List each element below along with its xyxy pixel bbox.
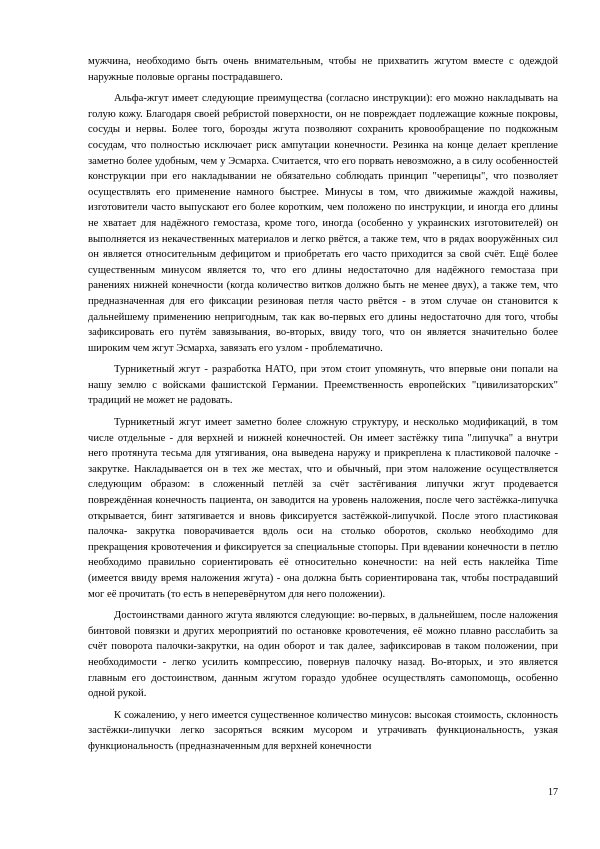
paragraph-disadvantages: К сожалению, у него имеется существенное количество минусов: высокая стоимость, склонность застёжки-липучки легко засоряться всяким мусором и утрачивать функциональность, узкая функциональность (предназначенным для верхней конечности (88, 709, 558, 752)
paragraph-turnstile-structure: Турникетный жгут имеет заметно более сложную структуру, и несколько модификаций, в том числе отдельные - для верхней и нижней конечностей. Он имеет застёжку типа "липучка" а внутри него протянута тесьма для утягивания, она выведена наружу и прикреплена к пластиковой палочке - закрутке. Накладывается он в тех же местах, что и обычный, при этом наложение осуществляется следующим образом: в сложенный петлёй за счёт застёгивания липучки жгут продевается повреждённая конечность пациента, он заводится на уровень наложения, после чего застёжка-липучка открывается, бинт затягивается и вновь фиксируется застёжкой-липучкой. После этого пластиковая палочка- закрутка поворачивается вдоль оси на столько оборотов, сколько необходимо для прекращения кровотечения и фиксируется за специальные стопоры. При вдевании конечности в петлю необходимо правильно сориентировать её относительно конечности: на ней есть наклейка Time (имеется ввиду время наложения жгута) - она должна быть сориентирована так, чтобы пострадавший мог её прочитать (то есть в неперевёрнутом для него положении). (88, 417, 558, 600)
paragraph-turnstile-origin: Турникетный жгут - разработка НАТО, при этом стоит упомянуть, что впервые они попали на нашу землю с войсками фашистской Германии. Преемственность европейских "цивилизаторских" традиций не может не радовать. (88, 364, 558, 407)
body-text (88, 54, 558, 761)
paragraph-alpha-tourniquet: Альфа-жгут имеет следующие преимущества (согласно инструкции): его можно накладывать на голую кожу. Благодаря своей ребристой поверхности, он не повреждает подлежащие кожные покровы, сосуды и нервы. Более того, борозды жгута позволяют сохранить кровообращение по подкожным сосудам, что полностью исключает риск ампутации конечности. Резинка на конце делает крепление заметно более удобным, чем у Эсмарха. Считается, что его порвать невозможно, а в силу особенностей конструкции при его накладывании не обязательно соблюдать принцип "черепицы", что позволяет осуществлять его применение намного быстрее. Минусы в том, что движимые жаждой наживы, изготовители часто выпускают его более коротким, чем положено по инструкции, и иногда его длины не хватает для надёжного гемостаза, кроме того, иногда (особенно у украинских изготовителей) он выполняется из некачественных материалов и легко рвётся, а также тем, что в рядах вооружённых сил он является относительным дефицитом и приобретать его часто приходится за свой счёт. Ещё более существенным минусом является то, что его длины недостаточно для надёжного гемостаза при ранениях нижней конечности (когда количество витков должно быть не менее двух), а также тем, что предназначенная для его фиксации резиновая петля часто рвётся - в этом случае он становится к дальнейшему применению непригодным, так как во-первых его длины недостаточно для того, чтобы зафиксировать его путём завязывания, во-вторых, ввиду того, что он является значительно более широким чем жгут Эсмарха, завязать его узлом - проблематично. (88, 93, 558, 354)
paragraph-continuation: мужчина, необходимо быть очень внимательным, чтобы не прихватить жгутом вместе с одеждой наружные половые органы пострадавшего. (88, 56, 558, 83)
page-number: 17 (548, 787, 558, 798)
paragraph-advantages: Достоинствами данного жгута являются следующие: во-первых, в дальнейшем, после наложения бинтовой повязки и других мероприятий по остановке кровотечения, её можно плавно расслабить за счёт поворота палочки-закрутки, на один оборот и так далее, зафиксировав в таком положении, при необходимости - легко усилить компрессию, повернув палочку назад. Во-вторых, и это является главным его достоинством, данным жгутом гораздо удобнее осуществлять самопомощь, особенно одной рукой. (88, 610, 558, 700)
